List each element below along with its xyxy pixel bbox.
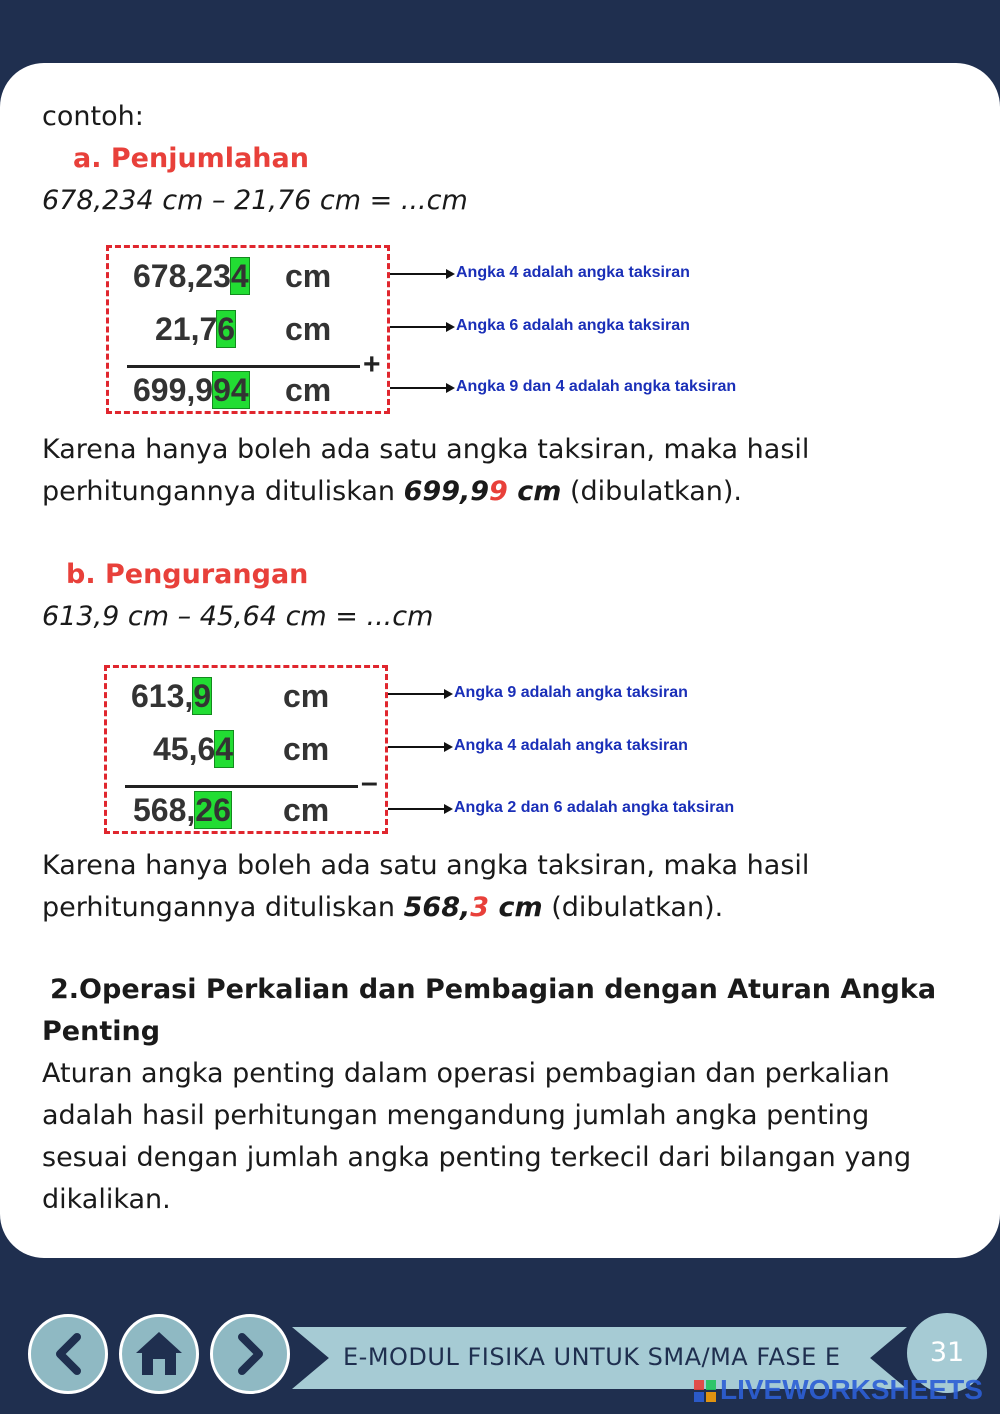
- subtraction-calculation-box: [104, 665, 388, 834]
- next-page-button[interactable]: [210, 1314, 290, 1394]
- minus-operator: –: [361, 766, 378, 799]
- arrowhead-icon: [444, 742, 453, 752]
- section-b-heading: b. Pengurangan: [66, 559, 309, 590]
- section-b-conclusion-line2: [42, 887, 723, 929]
- liveworksheets-logo-icon: [694, 1380, 716, 1402]
- addition-row-1: [133, 258, 249, 295]
- arrow-icon: [390, 326, 448, 328]
- estimated-digit: 4: [230, 258, 249, 294]
- chevron-right-icon: [213, 1317, 287, 1391]
- section-a-equation: 678,234 cm – 21,76 cm = ...cm: [42, 185, 468, 216]
- rounded-digit: 3: [470, 892, 490, 923]
- conclusion-text: perhitungannya dituliskan: [42, 892, 404, 923]
- arrowhead-icon: [446, 322, 455, 332]
- row-digits: 21,7: [155, 311, 218, 347]
- estimated-digit: 6: [217, 311, 236, 347]
- page-number-badge: 31: [907, 1313, 987, 1393]
- section-2-body-line3: sesuai dengan jumlah angka penting terkecil dari bilangan yang: [42, 1142, 912, 1173]
- result-unit: cm: [507, 476, 562, 507]
- arrowhead-icon: [444, 689, 453, 699]
- section-b-conclusion-line1: Karena hanya boleh ada satu angka taksiran, maka hasil: [42, 850, 810, 881]
- intro-text: contoh:: [42, 101, 144, 132]
- sum-line: [127, 365, 360, 368]
- addition-result-row: [133, 372, 249, 409]
- rounded-digit: 9: [489, 476, 508, 507]
- result-value: 568,: [403, 892, 471, 923]
- addition-calculation-box: [106, 245, 390, 414]
- row-digits: 678,23: [133, 258, 231, 294]
- difference-line: [125, 785, 358, 788]
- subtraction-row-1: [131, 678, 211, 715]
- row-unit: cm: [285, 311, 332, 347]
- arrow-icon: [390, 273, 448, 275]
- row-digits: 45,6: [153, 731, 216, 767]
- note-label: Angka 4 adalah angka taksiran: [454, 737, 688, 754]
- conclusion-text: perhitungannya dituliskan: [42, 476, 404, 507]
- estimated-digit: 26: [195, 792, 231, 828]
- section-2-body-line4: dikalikan.: [42, 1184, 171, 1215]
- section-2-body-line2: adalah hasil perhitungan mengandung jumlah angka penting: [42, 1100, 870, 1131]
- row-unit: cm: [283, 792, 330, 828]
- note-label: Angka 9 adalah angka taksiran: [454, 684, 688, 701]
- subtraction-result-row: [133, 792, 231, 829]
- conclusion-suffix: (dibulatkan).: [561, 476, 742, 507]
- module-title-text: E-MODUL FISIKA UNTUK SMA/MA FASE E: [343, 1343, 841, 1371]
- arrowhead-icon: [444, 804, 453, 814]
- chevron-left-icon: [31, 1317, 105, 1391]
- arrowhead-icon: [446, 383, 455, 393]
- addition-row-2: [155, 311, 235, 348]
- section-2-heading-line2: Penting: [42, 1016, 161, 1047]
- arrowhead-icon: [446, 269, 455, 279]
- brand-text: LIVEWORKSHEETS: [720, 1374, 983, 1405]
- row-unit: cm: [285, 258, 332, 294]
- note-label: Angka 2 dan 6 adalah angka taksiran: [454, 799, 735, 816]
- previous-page-button[interactable]: [28, 1314, 108, 1394]
- section-2-heading-line1: 2.Operasi Perkalian dan Pembagian dengan Aturan Angka: [50, 974, 937, 1005]
- home-icon: [122, 1317, 196, 1391]
- result-unit: cm: [489, 892, 543, 923]
- arrow-icon: [388, 693, 446, 695]
- row-digits: 613,: [131, 678, 194, 714]
- section-a-heading: a. Penjumlahan: [73, 143, 309, 174]
- note-label: Angka 4 adalah angka taksiran: [456, 264, 690, 281]
- result-value: 699,9: [403, 476, 490, 507]
- section-2-body-line1: Aturan angka penting dalam operasi pembagian dan perkalian: [42, 1058, 890, 1089]
- home-button[interactable]: [119, 1314, 199, 1394]
- arrow-icon: [390, 387, 448, 389]
- section-a-conclusion-line2: [42, 471, 742, 513]
- section-a-conclusion-line1: Karena hanya boleh ada satu angka taksiran, maka hasil: [42, 434, 810, 465]
- section-b-equation: 613,9 cm – 45,64 cm = ...cm: [42, 601, 434, 632]
- row-unit: cm: [283, 678, 330, 714]
- row-digits: 699,9: [133, 372, 214, 408]
- conclusion-suffix: (dibulatkan).: [542, 892, 724, 923]
- row-unit: cm: [285, 372, 332, 408]
- estimated-digit: 9: [193, 678, 212, 714]
- row-unit: cm: [283, 731, 330, 767]
- plus-operator: +: [363, 348, 381, 381]
- estimated-digit: 94: [213, 372, 249, 408]
- arrow-icon: [388, 808, 446, 810]
- row-digits: 568,: [133, 792, 196, 828]
- note-label: Angka 9 dan 4 adalah angka taksiran: [456, 378, 737, 395]
- subtraction-row-2: [153, 731, 233, 768]
- note-label: Angka 6 adalah angka taksiran: [456, 317, 690, 334]
- arrow-icon: [388, 746, 446, 748]
- estimated-digit: 4: [215, 731, 234, 767]
